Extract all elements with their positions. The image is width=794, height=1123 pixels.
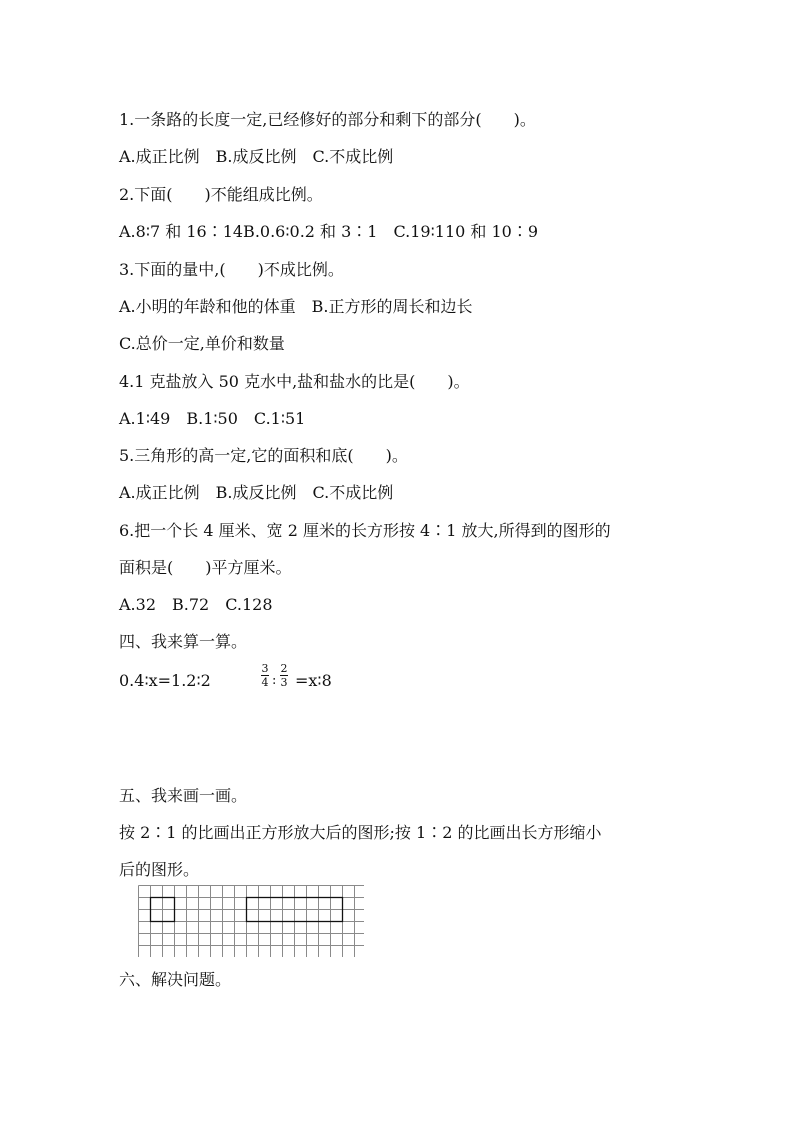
q3-options-line1: A.小明的年龄和他的体重 B.正方形的周长和边长 — [119, 297, 473, 316]
q3-options-line2: C.总价一定,单价和数量 — [119, 334, 285, 353]
ratio-separator: : — [272, 673, 277, 688]
equation-2-rest: =x∶8 — [295, 671, 332, 690]
q3-stem: 3.下面的量中,( )不成比例。 — [119, 260, 344, 279]
section4-title: 四、我来算一算。 — [119, 632, 248, 651]
section5-instruction-line2: 后的图形。 — [119, 860, 200, 879]
q6-stem-line1: 6.把一个长 4 厘米、宽 2 厘米的长方形按 4∶1 放大,所得到的图形的 — [119, 521, 611, 540]
section5-title: 五、我来画一画。 — [119, 786, 248, 805]
fraction-2-3 — [280, 663, 288, 688]
fraction-denominator: 4 — [261, 676, 269, 689]
fraction-3-4 — [261, 663, 269, 688]
q5-stem: 5.三角形的高一定,它的面积和底( )。 — [119, 446, 408, 465]
q2-options: A.8∶7 和 16∶14B.0.6∶0.2 和 3∶1 C.19∶110 和 10∶9 — [119, 222, 539, 241]
drawing-grid[interactable] — [138, 885, 364, 957]
q4-options: A.1∶49 B.1∶50 C.1∶51 — [119, 409, 306, 428]
section5-instruction-line1: 按 2∶1 的比画出正方形放大后的图形;按 1∶2 的比画出长方形缩小 — [119, 823, 602, 842]
section6-title: 六、解决问题。 — [119, 970, 232, 989]
equation-1: 0.4∶x=1.2∶2 — [119, 671, 211, 690]
q2-stem: 2.下面( )不能组成比例。 — [119, 185, 323, 204]
q1-options: A.成正比例 B.成反比例 C.不成比例 — [119, 147, 394, 166]
fraction-numerator: 2 — [280, 662, 288, 675]
q4-stem: 4.1 克盐放入 50 克水中,盐和盐水的比是( )。 — [119, 372, 470, 391]
q6-stem-line2: 面积是( )平方厘米。 — [119, 558, 292, 577]
fraction-numerator: 3 — [261, 662, 269, 675]
q1-stem: 1.一条路的长度一定,已经修好的部分和剩下的部分( )。 — [119, 110, 536, 129]
fraction-denominator: 3 — [280, 676, 288, 689]
q6-options: A.32 B.72 C.128 — [119, 595, 273, 614]
q5-options: A.成正比例 B.成反比例 C.不成比例 — [119, 483, 394, 502]
